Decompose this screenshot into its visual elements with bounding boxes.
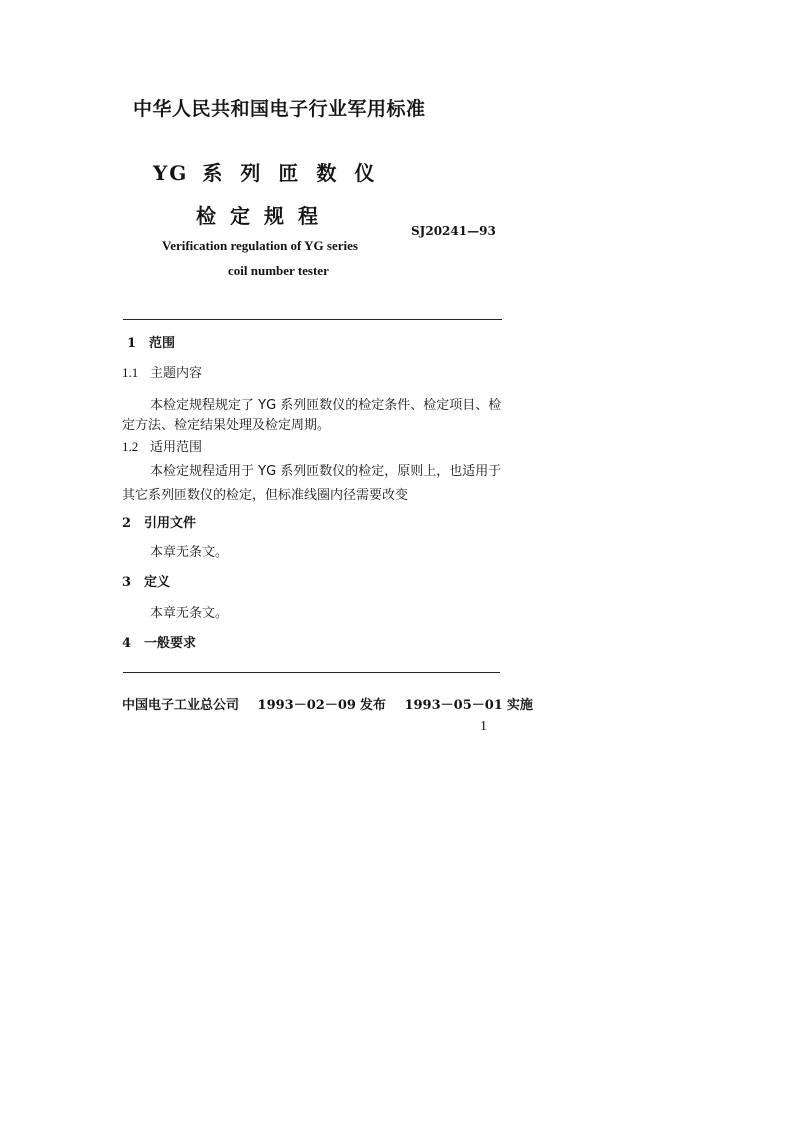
subsection-title: 主题内容 [150,366,203,381]
english-title-line2: coil number tester [228,263,329,278]
paragraph-line: 本章无条文。 [150,545,229,560]
paragraph-line: 本章无条文。 [150,606,229,621]
paragraph-line: 其它系列匝数仪的检定，但标准线圈内径需要改变 [122,488,409,503]
subsection-title: 适用范围 [150,440,203,455]
section-title: 范围 [149,336,176,351]
section-3-heading [122,571,170,590]
section-4-heading [122,632,196,651]
paragraph-line: 本检定规程规定了 YG 系列匝数仪的检定条件、检定项目、检 [150,398,502,413]
standard-header: 中华人民共和国电子行业军用标准 [133,98,426,120]
section-title: 定义 [144,575,171,590]
section-2-heading [122,512,196,531]
section-number: 3 [122,575,132,590]
publication-footer [122,694,547,713]
paragraph-line: 本检定规程适用于 YG 系列匝数仪的检定，原则上，也适用于 [150,464,502,479]
standard-code: SJ20241—93 [411,224,496,238]
implementation-date: 1993－05－01 [404,698,503,713]
section-number: 4 [122,636,132,651]
publisher: 中国电子工业总公司 [122,698,240,713]
bottom-divider [123,672,500,673]
issue-label: 发布 [359,698,386,713]
document-title-line2: 检定规程 [196,204,332,228]
title-cjk: 系列匝数仪 [202,161,393,185]
document-title-line1 [153,157,392,186]
issue-date: 1993－02－09 [257,698,356,713]
section-1-1-heading [122,362,202,381]
title-prefix: YG [153,161,189,185]
section-number: 2 [122,516,132,531]
top-divider [123,319,502,320]
section-number: 1 [127,336,137,351]
subsection-number: 1.1 [122,365,139,380]
subsection-number: 1.2 [122,439,139,454]
implementation-label: 实施 [506,698,533,713]
english-title-line1: Verification regulation of YG series [162,238,358,253]
page-number: 1 [480,719,487,734]
section-title: 引用文件 [144,516,197,531]
section-title: 一般要求 [144,636,197,651]
section-1-2-heading [122,436,202,455]
paragraph-line: 定方法、检定结果处理及检定周期。 [122,418,331,433]
section-1-heading [127,332,175,351]
